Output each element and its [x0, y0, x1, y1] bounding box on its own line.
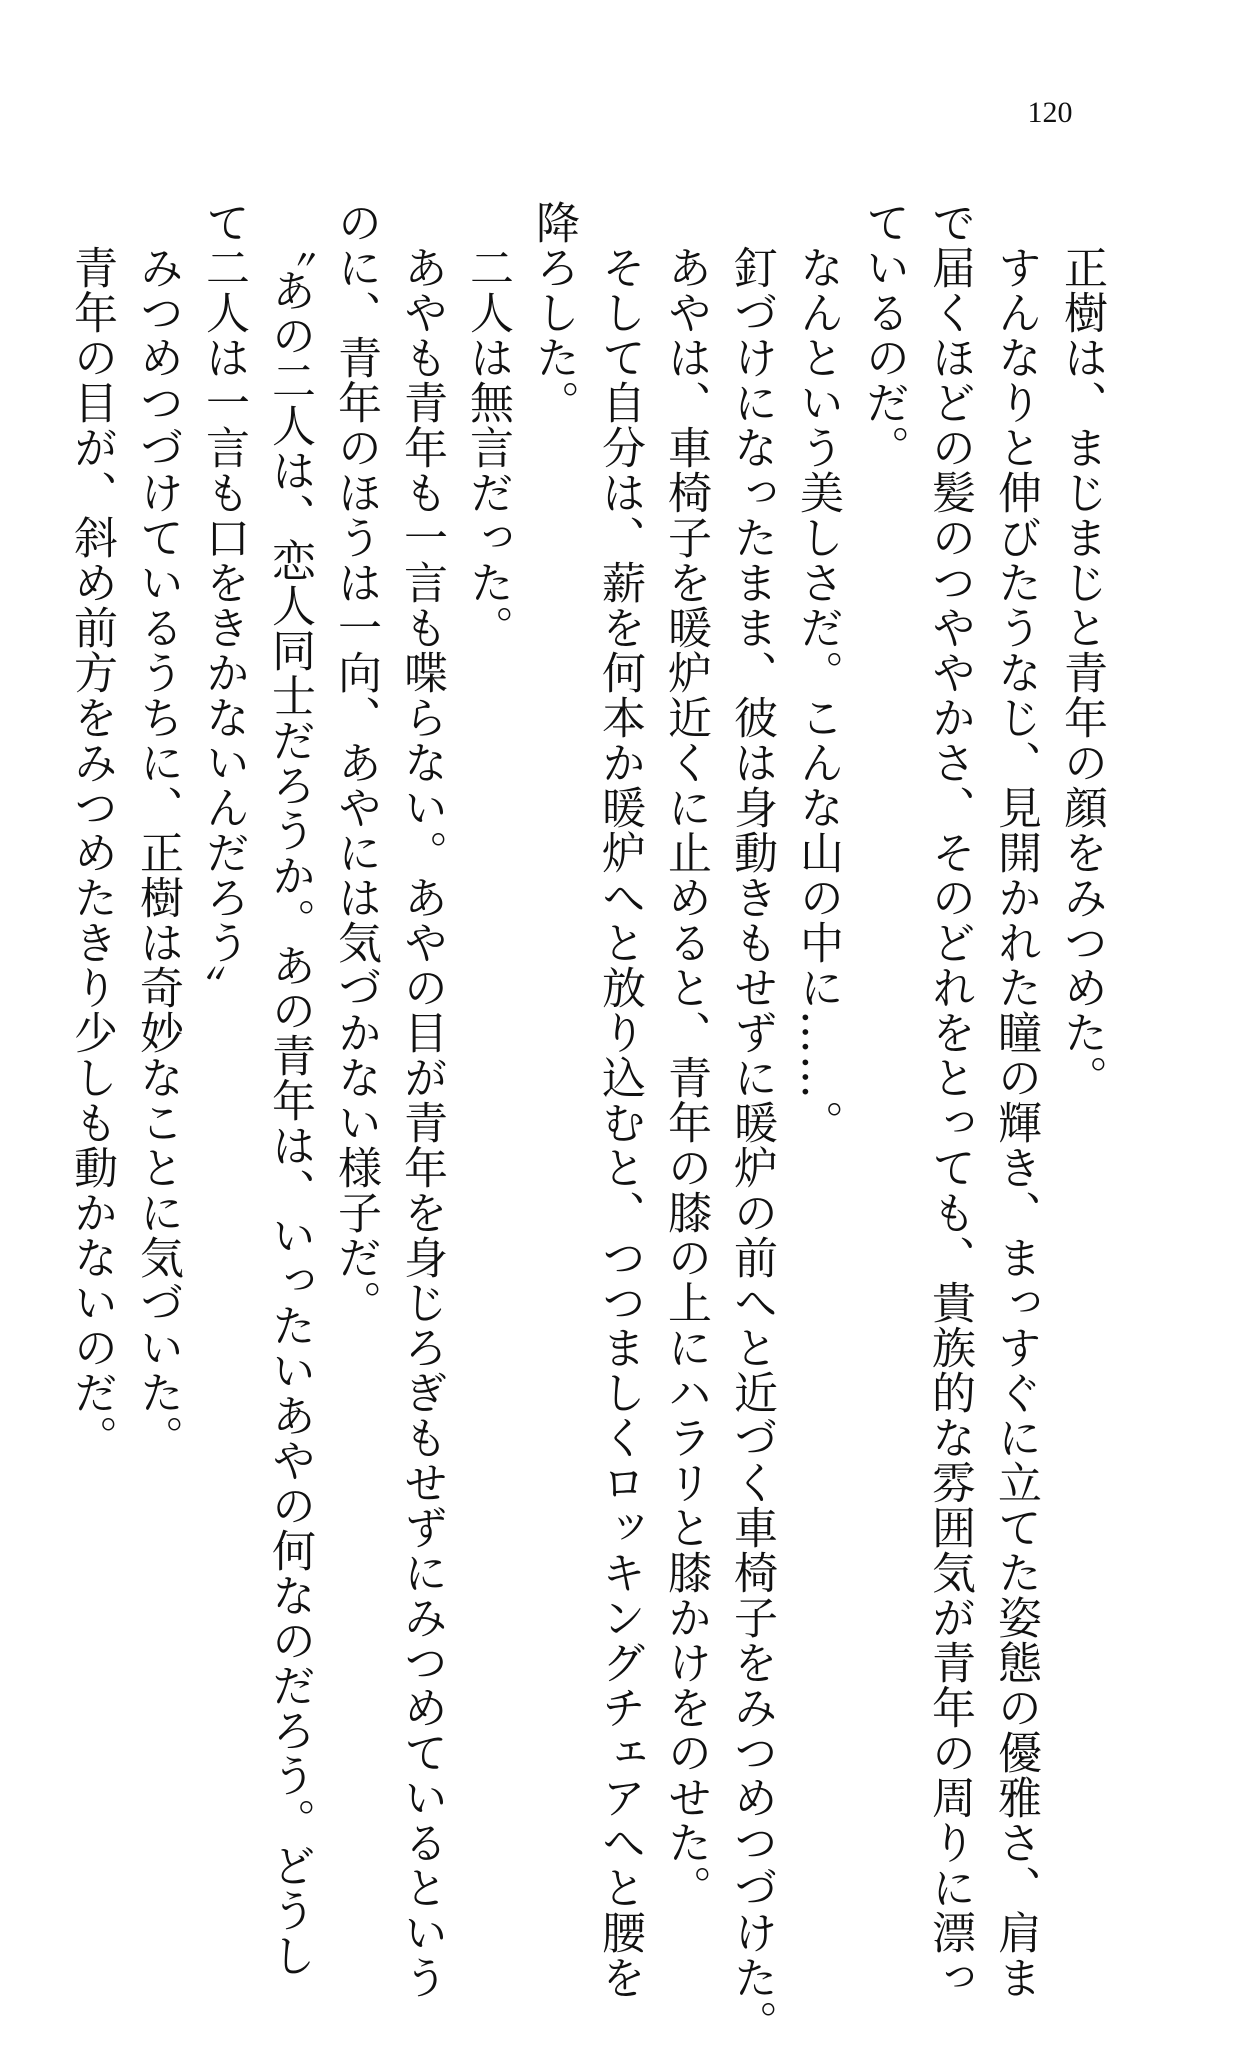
- text-line: みつめつづけているうちに、正樹は奇妙なことに気づいた。: [132, 200, 183, 1460]
- text-line: なんという美しさだ。こんな山の中に……。: [792, 200, 843, 1145]
- text-line: あやも青年も一言も喋らない。あやの目が青年を身じろぎもせずにみつめているという: [396, 200, 447, 2000]
- novel-text: [58, 200, 1114, 2045]
- text-line: すんなりと伸びたうなじ、見開かれた瞳の輝き、まっすぐに立てた姿態の優雅さ、肩ま: [990, 200, 1041, 2000]
- text-line: で届くほどの髪のつややかさ、そのどれをとっても、貴族的な雰囲気が青年の周りに漂っ: [924, 200, 975, 2000]
- text-line: そして自分は、薪を何本か暖炉へと放り込むと、つつましくロッキングチェアへと腰を: [594, 200, 645, 2000]
- text-line: 〝あの二人は、恋人同士だろうか。あの青年は、いったいあやの何なのだろう。どうし: [264, 200, 315, 1978]
- text-line: 二人は無言だった。: [462, 200, 513, 650]
- text-line: あやは、車椅子を暖炉近くに止めると、青年の膝の上にハラリと膝かけをのせた。: [660, 200, 711, 1910]
- text-line: ているのだ。: [858, 200, 909, 470]
- text-line: 青年の目が、斜め前方をみつめたきり少しも動かないのだ。: [66, 200, 117, 1460]
- text-line: 正樹は、まじまじと青年の顔をみつめた。: [1056, 200, 1107, 1100]
- text-line: のに、青年のほうは一向、あやには気づかない様子だ。: [330, 200, 381, 1325]
- text-line: て二人は一言も口をきかないんだろう〟: [198, 200, 249, 1010]
- page-number: 120: [1027, 96, 1073, 129]
- text-line: 降ろした。: [528, 200, 579, 425]
- text-line: 釘づけになったまま、彼は身動きもせずに暖炉の前へと近づく車椅子をみつめつづけた。: [726, 200, 777, 2045]
